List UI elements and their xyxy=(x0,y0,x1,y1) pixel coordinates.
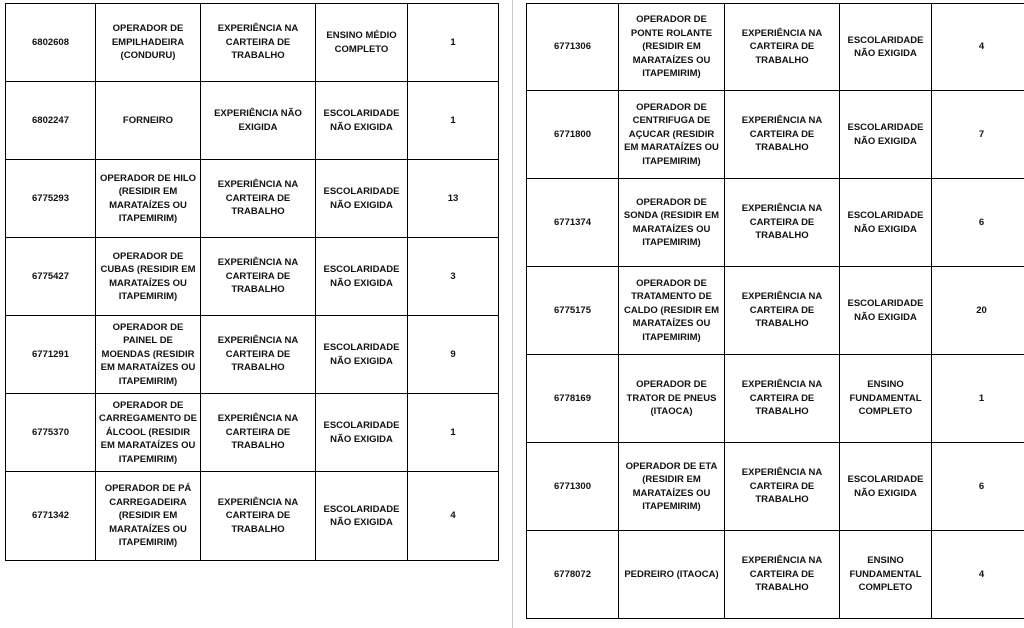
education-cell: ESCOLARIDADE NÃO EXIGIDA xyxy=(840,4,932,91)
table-row xyxy=(527,4,1024,91)
experience-cell: EXPERIÊNCIA NA CARTEIRA DE TRABALHO xyxy=(201,238,316,316)
table-row xyxy=(6,160,499,238)
education-cell: ESCOLARIDADE NÃO EXIGIDA xyxy=(840,91,932,179)
table-row xyxy=(527,355,1024,443)
experience-cell: EXPERIÊNCIA NA CARTEIRA DE TRABALHO xyxy=(201,160,316,238)
vacancies-cell: 3 xyxy=(408,238,499,316)
job-code-cell: 6802247 xyxy=(6,82,96,160)
education-cell: ENSINO MÉDIO COMPLETO xyxy=(316,4,408,82)
job-table-right xyxy=(526,3,1024,619)
table-row xyxy=(6,4,499,82)
experience-cell: EXPERIÊNCIA NA CARTEIRA DE TRABALHO xyxy=(201,394,316,472)
experience-cell: EXPERIÊNCIA NA CARTEIRA DE TRABALHO xyxy=(201,4,316,82)
education-cell: ESCOLARIDADE NÃO EXIGIDA xyxy=(316,394,408,472)
table-row xyxy=(527,91,1024,179)
education-cell: ESCOLARIDADE NÃO EXIGIDA xyxy=(840,267,932,355)
job-table-right-body xyxy=(527,4,1024,619)
experience-cell: EXPERIÊNCIA NA CARTEIRA DE TRABALHO xyxy=(725,531,840,619)
job-title-cell: OPERADOR DE PÁ CARREGADEIRA (RESIDIR EM MARATAÍZES OU ITAPEMIRIM) xyxy=(96,472,201,561)
vacancies-cell: 7 xyxy=(932,91,1024,179)
education-cell: ESCOLARIDADE NÃO EXIGIDA xyxy=(316,316,408,394)
table-row xyxy=(6,472,499,561)
job-title-cell: FORNEIRO xyxy=(96,82,201,160)
vacancies-cell: 1 xyxy=(408,4,499,82)
education-cell: ENSINO FUNDAMENTAL COMPLETO xyxy=(840,531,932,619)
table-row xyxy=(6,238,499,316)
job-title-cell: OPERADOR DE EMPILHADEIRA (CONDURU) xyxy=(96,4,201,82)
job-code-cell: 6775293 xyxy=(6,160,96,238)
vacancies-cell: 1 xyxy=(932,355,1024,443)
job-code-cell: 6771291 xyxy=(6,316,96,394)
experience-cell: EXPERIÊNCIA NÃO EXIGIDA xyxy=(201,82,316,160)
job-title-cell: OPERADOR DE CARREGAMENTO DE ÁLCOOL (RESIDIR EM MARATAÍZES OU ITAPEMIRIM) xyxy=(96,394,201,472)
education-cell: ESCOLARIDADE NÃO EXIGIDA xyxy=(316,472,408,561)
vacancies-cell: 4 xyxy=(408,472,499,561)
experience-cell: EXPERIÊNCIA NA CARTEIRA DE TRABALHO xyxy=(725,443,840,531)
job-code-cell: 6778169 xyxy=(527,355,619,443)
experience-cell: EXPERIÊNCIA NA CARTEIRA DE TRABALHO xyxy=(725,355,840,443)
education-cell: ENSINO FUNDAMENTAL COMPLETO xyxy=(840,355,932,443)
job-code-cell: 6775370 xyxy=(6,394,96,472)
experience-cell: EXPERIÊNCIA NA CARTEIRA DE TRABALHO xyxy=(725,179,840,267)
job-title-cell: OPERADOR DE CENTRIFUGA DE AÇUCAR (RESIDIR EM MARATAÍZES OU ITAPEMIRIM) xyxy=(619,91,725,179)
job-code-cell: 6802608 xyxy=(6,4,96,82)
education-cell: ESCOLARIDADE NÃO EXIGIDA xyxy=(316,160,408,238)
table-row xyxy=(6,82,499,160)
vacancies-cell: 4 xyxy=(932,531,1024,619)
vacancies-cell: 20 xyxy=(932,267,1024,355)
job-title-cell: OPERADOR DE CUBAS (RESIDIR EM MARATAÍZES OU ITAPEMIRIM) xyxy=(96,238,201,316)
experience-cell: EXPERIÊNCIA NA CARTEIRA DE TRABALHO xyxy=(201,472,316,561)
job-code-cell: 6775427 xyxy=(6,238,96,316)
vacancies-cell: 6 xyxy=(932,443,1024,531)
table-row xyxy=(527,531,1024,619)
job-title-cell: OPERADOR DE ETA (RESIDIR EM MARATAÍZES OU ITAPEMIRIM) xyxy=(619,443,725,531)
vacancies-cell: 1 xyxy=(408,82,499,160)
job-table-left-body xyxy=(6,4,499,561)
job-title-cell: OPERADOR DE TRATOR DE PNEUS (ITAOCA) xyxy=(619,355,725,443)
experience-cell: EXPERIÊNCIA NA CARTEIRA DE TRABALHO xyxy=(725,91,840,179)
experience-cell: EXPERIÊNCIA NA CARTEIRA DE TRABALHO xyxy=(201,316,316,394)
experience-cell: EXPERIÊNCIA NA CARTEIRA DE TRABALHO xyxy=(725,4,840,91)
table-row xyxy=(6,394,499,472)
job-code-cell: 6771800 xyxy=(527,91,619,179)
vacancies-cell: 9 xyxy=(408,316,499,394)
job-title-cell: OPERADOR DE PAINEL DE MOENDAS (RESIDIR EM MARATAÍZES OU ITAPEMIRIM) xyxy=(96,316,201,394)
vacancies-cell: 6 xyxy=(932,179,1024,267)
experience-cell: EXPERIÊNCIA NA CARTEIRA DE TRABALHO xyxy=(725,267,840,355)
job-code-cell: 6771342 xyxy=(6,472,96,561)
job-code-cell: 6775175 xyxy=(527,267,619,355)
job-title-cell: OPERADOR DE SONDA (RESIDIR EM MARATAÍZES OU ITAPEMIRIM) xyxy=(619,179,725,267)
table-row xyxy=(527,267,1024,355)
page-divider xyxy=(512,0,513,628)
job-code-cell: 6771306 xyxy=(527,4,619,91)
vacancies-cell: 13 xyxy=(408,160,499,238)
education-cell: ESCOLARIDADE NÃO EXIGIDA xyxy=(316,82,408,160)
job-title-cell: OPERADOR DE HILO (RESIDIR EM MARATAÍZES OU ITAPEMIRIM) xyxy=(96,160,201,238)
education-cell: ESCOLARIDADE NÃO EXIGIDA xyxy=(840,443,932,531)
education-cell: ESCOLARIDADE NÃO EXIGIDA xyxy=(840,179,932,267)
table-row xyxy=(527,179,1024,267)
table-row xyxy=(6,316,499,394)
job-code-cell: 6771300 xyxy=(527,443,619,531)
job-code-cell: 6771374 xyxy=(527,179,619,267)
job-table-left xyxy=(5,3,499,561)
job-title-cell: OPERADOR DE TRATAMENTO DE CALDO (RESIDIR EM MARATAÍZES OU ITAPEMIRIM) xyxy=(619,267,725,355)
table-row xyxy=(527,443,1024,531)
vacancies-cell: 4 xyxy=(932,4,1024,91)
job-title-cell: PEDREIRO (ITAOCA) xyxy=(619,531,725,619)
vacancies-cell: 1 xyxy=(408,394,499,472)
education-cell: ESCOLARIDADE NÃO EXIGIDA xyxy=(316,238,408,316)
right-page xyxy=(514,0,1024,628)
job-title-cell: OPERADOR DE PONTE ROLANTE (RESIDIR EM MARATAÍZES OU ITAPEMIRIM) xyxy=(619,4,725,91)
left-page xyxy=(0,0,510,628)
job-code-cell: 6778072 xyxy=(527,531,619,619)
